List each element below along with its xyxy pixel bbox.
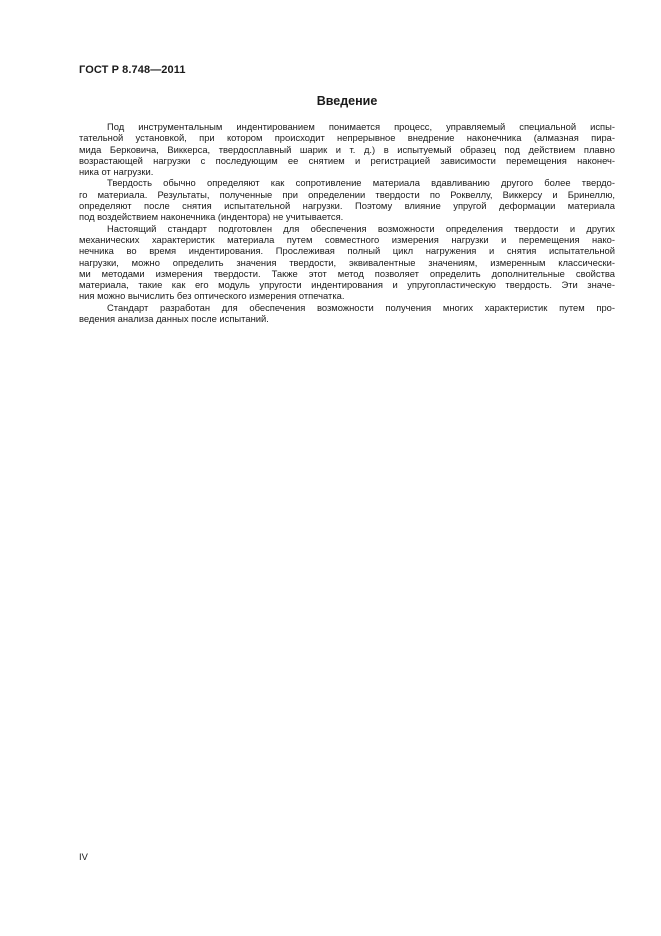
text-line: го материала. Результаты, полученные при определении твердости по Роквеллу, Виккерсу и Бринеллю, bbox=[79, 188, 615, 200]
text-line: ми методами измерения твердости. Также этот метод позволяет определить дополнительные свойства bbox=[79, 267, 615, 279]
text-line: ника от нагрузки. bbox=[79, 166, 154, 178]
text-line: Под инструментальным индентированием понимается процесс, управляемый специальной испы- bbox=[107, 121, 615, 132]
text-line: нечника во время индентирования. Прослеживая полный цикл нагружения и снятия испытательной bbox=[79, 245, 615, 257]
text-line: тательной установкой, при котором происходит непрерывное внедрение наконечника (алмазная пира- bbox=[79, 132, 615, 144]
text-line: ведения анализа данных после испытаний. bbox=[79, 313, 269, 325]
text-line: определяют после снятия испытательной нагрузки. Поэтому влияние упругой деформации материала bbox=[79, 200, 615, 212]
paragraph bbox=[79, 177, 615, 222]
text-line: под воздействием наконечника (индентора) не учитывается. bbox=[79, 211, 344, 223]
text-line: механических характеристик материала путем совместного измерения нагрузки и перемещения нако- bbox=[79, 233, 615, 245]
text-line: Твердость обычно определяют как сопротивление материала вдавливанию другого более твердо- bbox=[107, 177, 615, 189]
paragraph bbox=[79, 223, 615, 302]
text-line: Стандарт разработан для обеспечения возможности получения многих характеристик путем про- bbox=[107, 301, 615, 313]
body-text bbox=[79, 121, 615, 324]
text-line: мида Берковича, Виккерса, твердосплавный шарик и т. д.) в испытуемый образец под действием плавно bbox=[79, 143, 615, 155]
document-header bbox=[79, 64, 186, 76]
paragraph bbox=[79, 121, 615, 177]
text-line: возрастающей нагрузки с последующим ее снятием и регистрацией зависимости перемещения наконеч- bbox=[79, 154, 615, 166]
text-line: ния можно вычислить без оптического измерения отпечатка. bbox=[79, 290, 345, 302]
section-title: Введение bbox=[316, 94, 378, 108]
paragraph bbox=[79, 302, 615, 325]
standard-designation: ГОСТ Р 8.748—2011 bbox=[79, 64, 186, 76]
text-line: материала, такие как его модуль упругости индентирования и упругопластическую твердость. Эти значе- bbox=[79, 279, 615, 291]
text-line: нагрузки, можно определить значения твердости, эквивалентные значениям, измеренным классически- bbox=[79, 256, 615, 268]
page-number: IV bbox=[79, 851, 88, 862]
text-line: Настоящий стандарт подготовлен для обеспечения возможности определения твердости и других bbox=[107, 222, 615, 234]
